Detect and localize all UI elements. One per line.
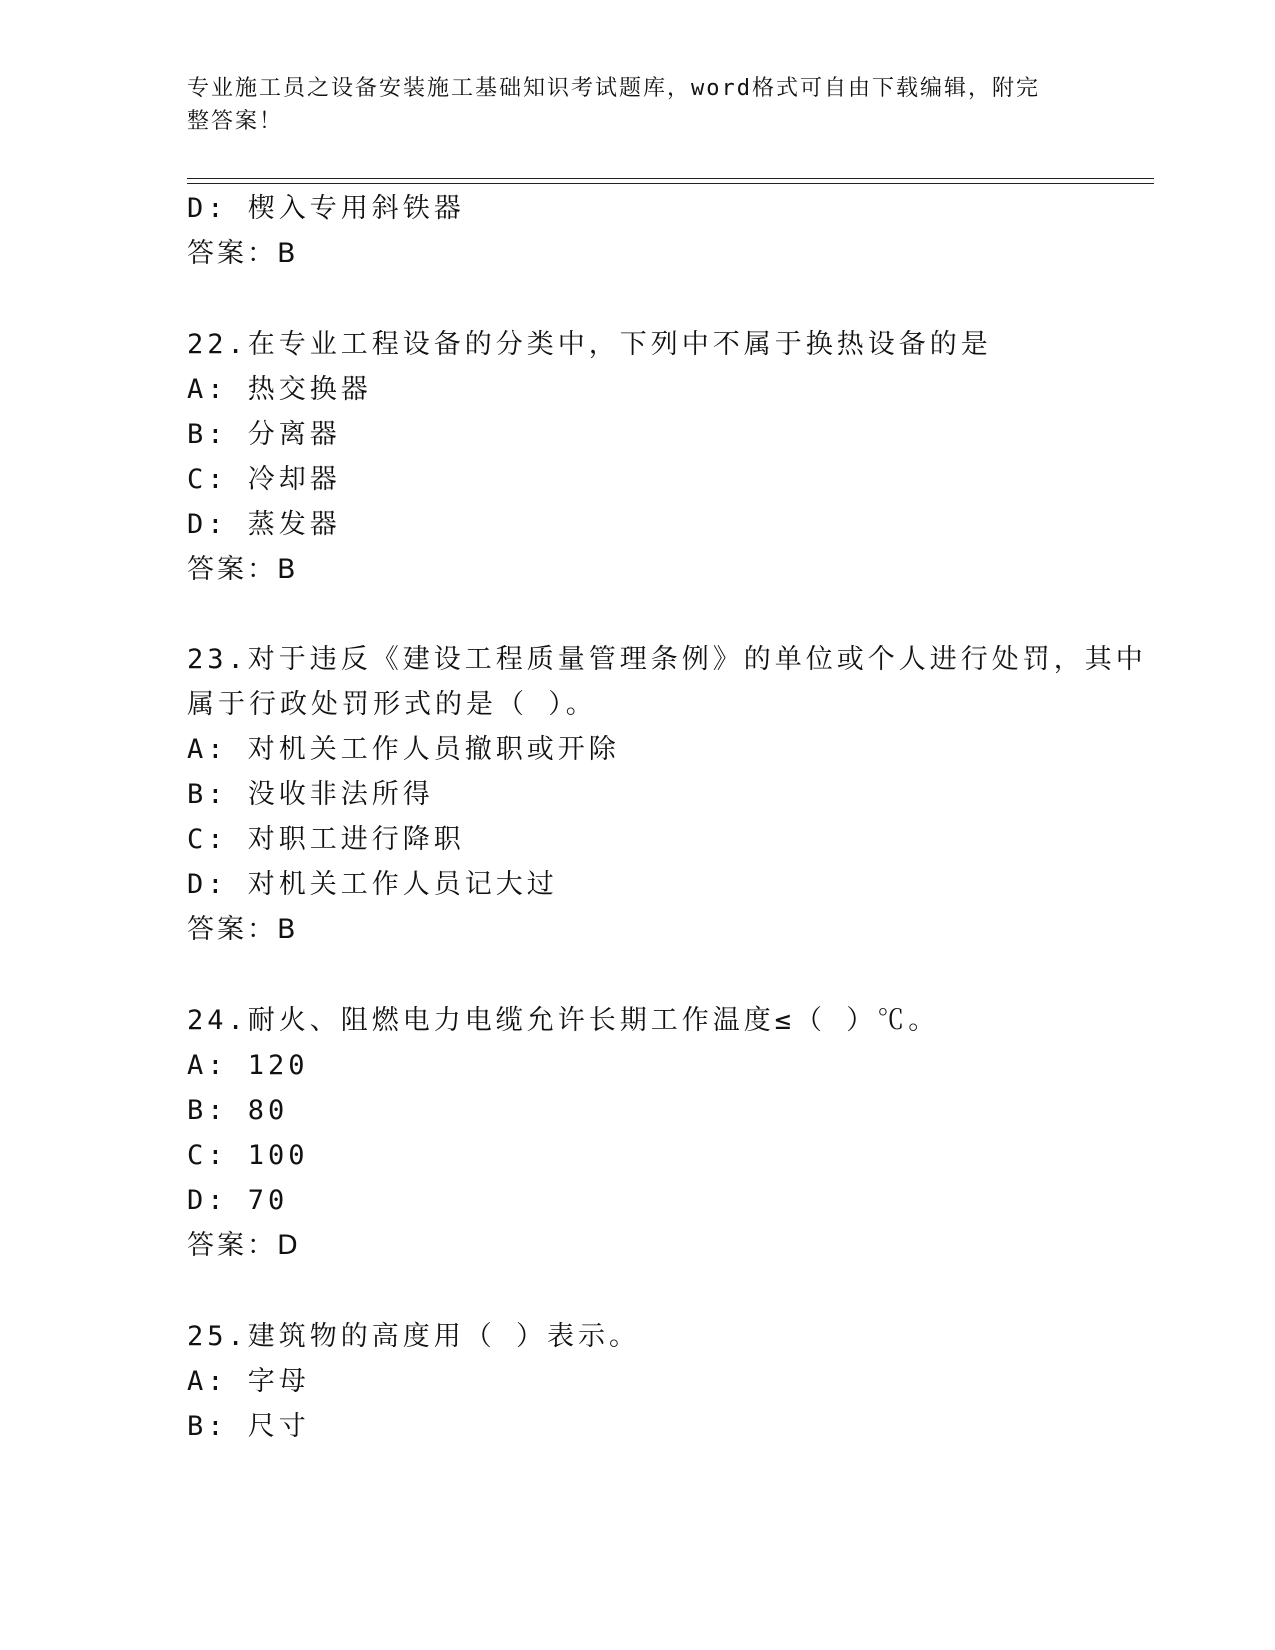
header-divider-top <box>187 178 1154 179</box>
q23-option-a: A: 对机关工作人员撤职或开除 <box>187 734 620 765</box>
q23-stem-line-2: 属于行政处罚形式的是（ ）。 <box>187 689 597 720</box>
header-line-2: 整答案！ <box>187 109 284 134</box>
q25-stem: 25.建筑物的高度用（ ）表示。 <box>187 1321 641 1352</box>
q25-option-a: A: 字母 <box>187 1366 310 1397</box>
q24-answer: 答案：D <box>187 1230 301 1261</box>
q23-stem-line-1: 23.对于违反《建设工程质量管理条例》的单位或个人进行处罚，其中 <box>187 644 1147 675</box>
q22-option-c: C: 冷却器 <box>187 464 341 495</box>
q22-option-d: D: 蒸发器 <box>187 509 341 540</box>
q24-option-c: C: 100 <box>187 1140 309 1171</box>
document-header <box>187 72 1087 138</box>
q23-option-c: C: 对职工进行降职 <box>187 824 465 855</box>
q23-answer: 答案：B <box>187 914 299 945</box>
q21-option-d: D: 楔入专用斜铁器 <box>187 193 465 224</box>
q22-option-b: B: 分离器 <box>187 419 341 450</box>
q22-stem: 22.在专业工程设备的分类中，下列中不属于换热设备的是 <box>187 329 992 360</box>
q24-option-a: A: 120 <box>187 1050 309 1081</box>
q21-answer: 答案：B <box>187 238 299 269</box>
q22-option-a: A: 热交换器 <box>187 374 372 405</box>
q23-option-d: D: 对机关工作人员记大过 <box>187 869 558 900</box>
q24-option-d: D: 70 <box>187 1185 289 1216</box>
header-line-1: 专业施工员之设备安装施工基础知识考试题库，word格式可自由下载编辑，附完 <box>187 76 1040 101</box>
q24-stem: 24.耐火、阻燃电力电缆允许长期工作温度≤（ ）℃。 <box>187 1005 940 1036</box>
q24-option-b: B: 80 <box>187 1095 289 1126</box>
q22-answer: 答案：B <box>187 554 299 585</box>
q25-option-b: B: 尺寸 <box>187 1411 310 1442</box>
q23-option-b: B: 没收非法所得 <box>187 779 434 810</box>
header-divider-bottom <box>187 183 1154 184</box>
